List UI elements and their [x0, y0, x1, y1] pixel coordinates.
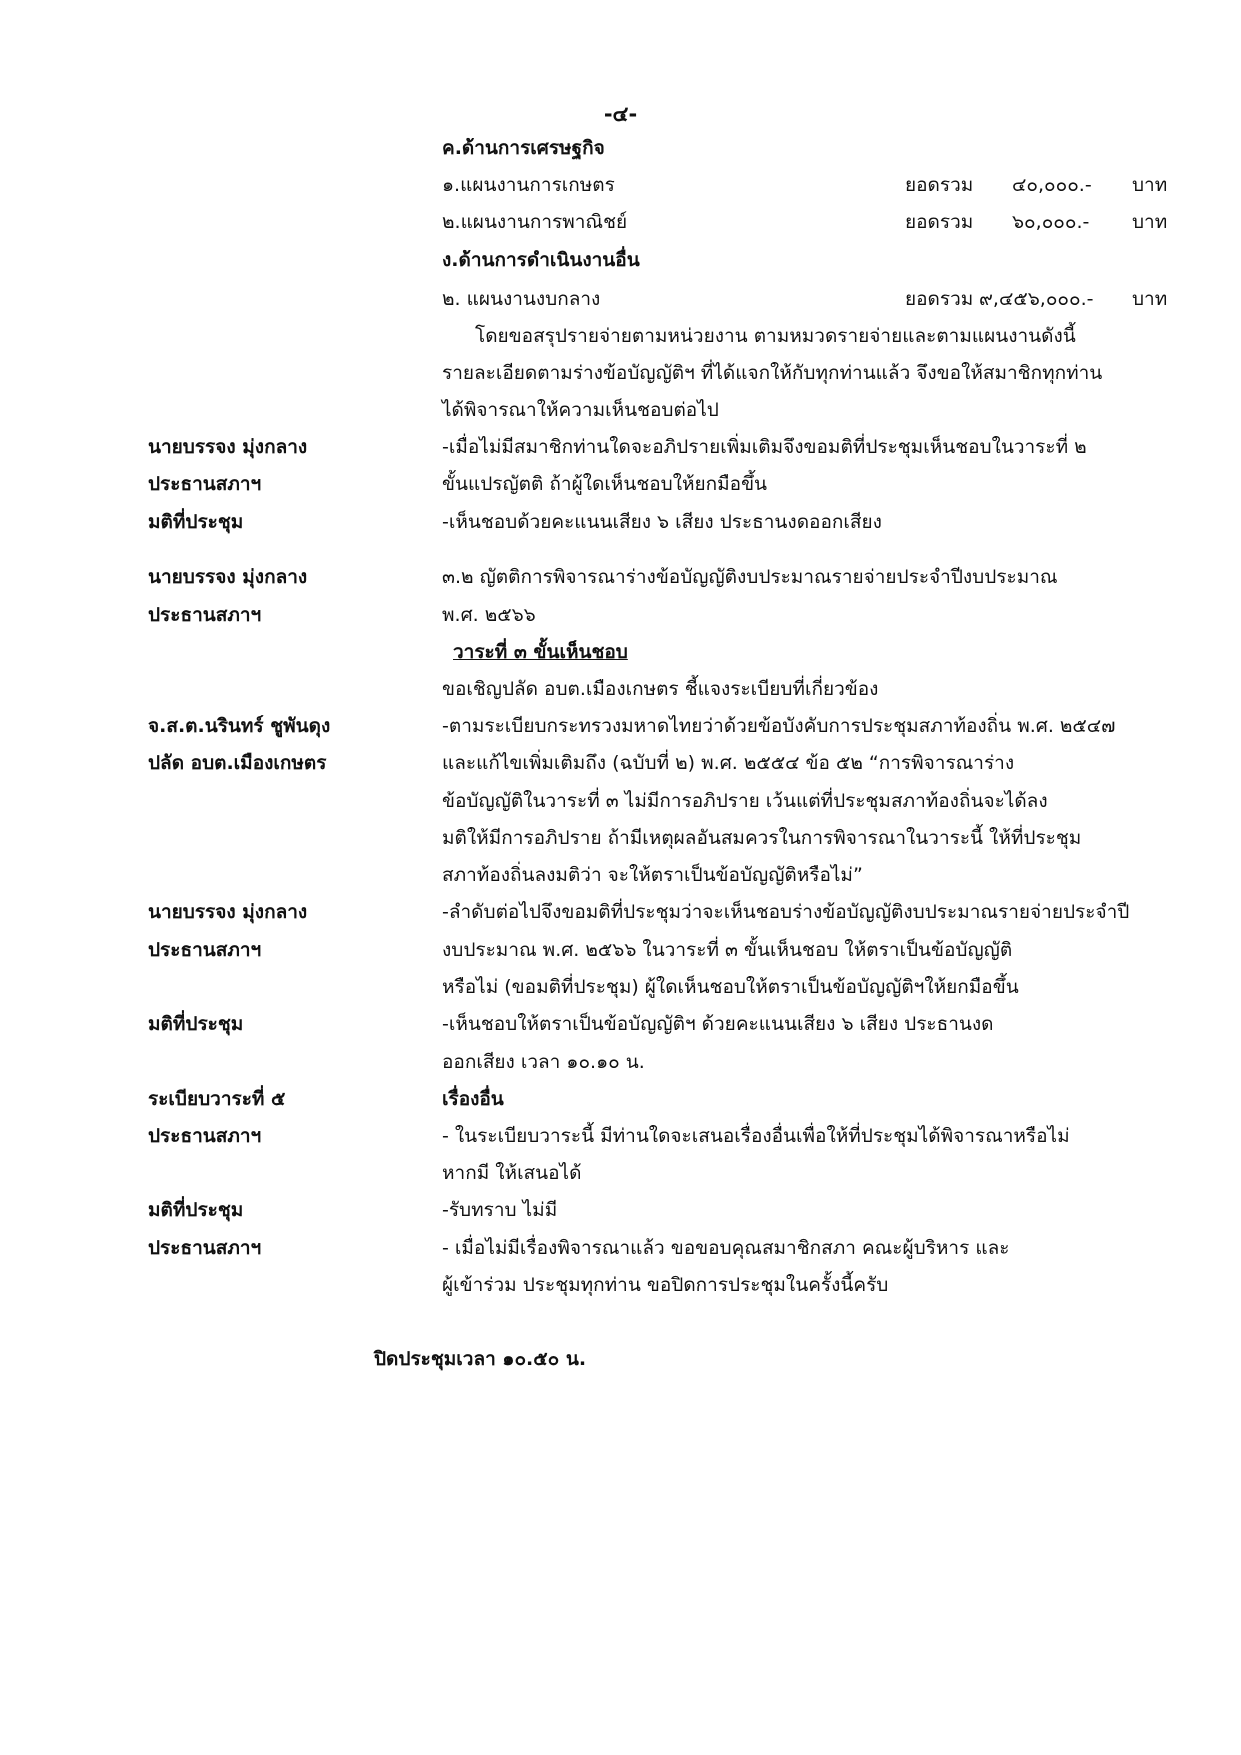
speaker-role: ประธานสภาฯ	[148, 473, 262, 495]
page-number: -๔-	[603, 102, 638, 126]
resolution-label: มติที่ประชุม	[148, 1013, 244, 1035]
budget-item-amount: ๖๐,๐๐๐.-	[1012, 211, 1090, 233]
closing-time: ปิดประชุมเวลา ๑๐.๕๐ น.	[374, 1348, 587, 1370]
speaker-name: นายบรรจง มุ่งกลาง	[148, 566, 308, 588]
statement-line: - เมื่อไม่มีเรื่องพิจารณาแล้ว ขอขอบคุณสมาชิกสภา คณะผู้บริหาร และ	[442, 1237, 1010, 1259]
statement-line: หรือไม่ (ขอมติที่ประชุม) ผู้ใดเห็นชอบให้ตราเป็นข้อบัญญัติฯให้ยกมือขึ้น	[442, 976, 1019, 998]
statement-line: งบประมาณ พ.ศ. ๒๕๖๖ ในวาระที่ ๓ ขั้นเห็นชอบ ให้ตราเป็นข้อบัญญัติ	[442, 939, 1013, 961]
budget-item-amount: ๙,๔๕๖,๐๐๐.-	[979, 288, 1094, 310]
budget-item-total-label: ยอดรวม	[905, 174, 974, 196]
budget-item-unit: บาท	[1132, 211, 1168, 233]
resolution-text: -รับทราบ ไม่มี	[442, 1199, 558, 1221]
speaker-role: ประธานสภาฯ	[148, 939, 262, 961]
statement-line: ๓.๒ ญัตติการพิจารณาร่างข้อบัญญัติงบประมาณรายจ่ายประจำปีงบประมาณ	[442, 566, 1058, 588]
budget-item-total-label: ยอดรวม	[905, 211, 974, 233]
speaker-role: ประธานสภาฯ	[148, 604, 262, 626]
statement-line: ข้อบัญญัติในวาระที่ ๓ ไม่มีการอภิปราย เว้นแต่ที่ประชุมสภาท้องถิ่นจะได้ลง	[442, 790, 1048, 812]
statement-line: -ตามระเบียบกระทรวงมหาดไทยว่าด้วยข้อบังคับการประชุมสภาท้องถิ่น พ.ศ. ๒๕๔๗	[442, 715, 1116, 737]
resolution-text: -เห็นชอบให้ตราเป็นข้อบัญญัติฯ ด้วยคะแนนเสียง ๖ เสียง ประธานงด	[442, 1013, 994, 1035]
budget-item-unit: บาท	[1132, 288, 1168, 310]
speaker-role: ประธานสภาฯ	[148, 1125, 262, 1147]
statement-line: หากมี ให้เสนอได้	[442, 1162, 582, 1184]
budget-item-label: ๒.แผนงานการพาณิชย์	[442, 211, 628, 233]
section-d-title: ง.ด้านการดำเนินงานอื่น	[442, 249, 640, 271]
statement-line: - ในระเบียบวาระนี้ มีท่านใดจะเสนอเรื่องอื่นเพื่อให้ที่ประชุมได้พิจารณาหรือไม่	[442, 1125, 1070, 1147]
speaker-name: จ.ส.ต.นรินทร์ ชูพันดุง	[148, 715, 331, 737]
summary-line: ได้พิจารณาให้ความเห็นชอบต่อไป	[442, 399, 719, 421]
budget-item-label: ๑.แผนงานการเกษตร	[442, 174, 615, 196]
speaker-role: ประธานสภาฯ	[148, 1237, 262, 1259]
speaker-name: นายบรรจง มุ่งกลาง	[148, 901, 308, 923]
statement-line: มติให้มีการอภิปราย ถ้ามีเหตุผลอันสมควรในการพิจารณาในวาระนี้ ให้ที่ประชุม	[442, 827, 1082, 849]
speaker-name: นายบรรจง มุ่งกลาง	[148, 436, 308, 458]
invite-line: ขอเชิญปลัด อบต.เมืองเกษตร ชี้แจงระเบียบที่เกี่ยวข้อง	[442, 678, 879, 700]
budget-item-label: ๒. แผนงานงบกลาง	[442, 288, 601, 310]
summary-line: โดยขอสรุปรายจ่ายตามหน่วยงาน ตามหมวดรายจ่ายและตามแผนงานดังนี้	[475, 325, 1076, 347]
speaker-role: ปลัด อบต.เมืองเกษตร	[148, 752, 327, 774]
statement-line: สภาท้องถิ่นลงมติว่า จะให้ตราเป็นข้อบัญญัติหรือไม่”	[442, 864, 863, 886]
resolution-label: มติที่ประชุม	[148, 1199, 244, 1221]
agenda-heading: วาระที่ ๓ ขั้นเห็นชอบ	[453, 641, 628, 663]
budget-item-amount: ๔๐,๐๐๐.-	[1012, 174, 1092, 196]
agenda-title: เรื่องอื่น	[442, 1088, 504, 1110]
section-c-title: ค.ด้านการเศรษฐกิจ	[442, 137, 605, 159]
budget-item-unit: บาท	[1132, 174, 1168, 196]
resolution-text: -เห็นชอบด้วยคะแนนเสียง ๖ เสียง ประธานงดออกเสียง	[442, 511, 882, 533]
statement-line: -เมื่อไม่มีสมาชิกท่านใดจะอภิปรายเพิ่มเติมจึงขอมติที่ประชุมเห็นชอบในวาระที่ ๒	[442, 436, 1087, 458]
statement-line: ขั้นแปรญัตติ ถ้าผู้ใดเห็นชอบให้ยกมือขึ้น	[442, 473, 768, 495]
summary-line: รายละเอียดตามร่างข้อบัญญัติฯ ที่ได้แจกให้กับทุกท่านแล้ว จึงขอให้สมาชิกทุกท่าน	[442, 362, 1103, 384]
budget-item-total-label: ยอดรวม	[905, 288, 974, 310]
agenda-label: ระเบียบวาระที่ ๕	[148, 1088, 286, 1110]
statement-line: พ.ศ. ๒๕๖๖	[442, 604, 536, 626]
resolution-label: มติที่ประชุม	[148, 511, 244, 533]
resolution-text: ออกเสียง เวลา ๑๐.๑๐ น.	[442, 1051, 645, 1073]
statement-line: และแก้ไขเพิ่มเติมถึง (ฉบับที่ ๒) พ.ศ. ๒๕๕๔ ข้อ ๕๒ “การพิจารณาร่าง	[442, 752, 1015, 774]
statement-line: -ลำดับต่อไปจึงขอมติที่ประชุมว่าจะเห็นชอบร่างข้อบัญญัติงบประมาณรายจ่ายประจำปี	[442, 901, 1130, 923]
statement-line: ผู้เข้าร่วม ประชุมทุกท่าน ขอปิดการประชุมในครั้งนี้ครับ	[442, 1274, 889, 1296]
